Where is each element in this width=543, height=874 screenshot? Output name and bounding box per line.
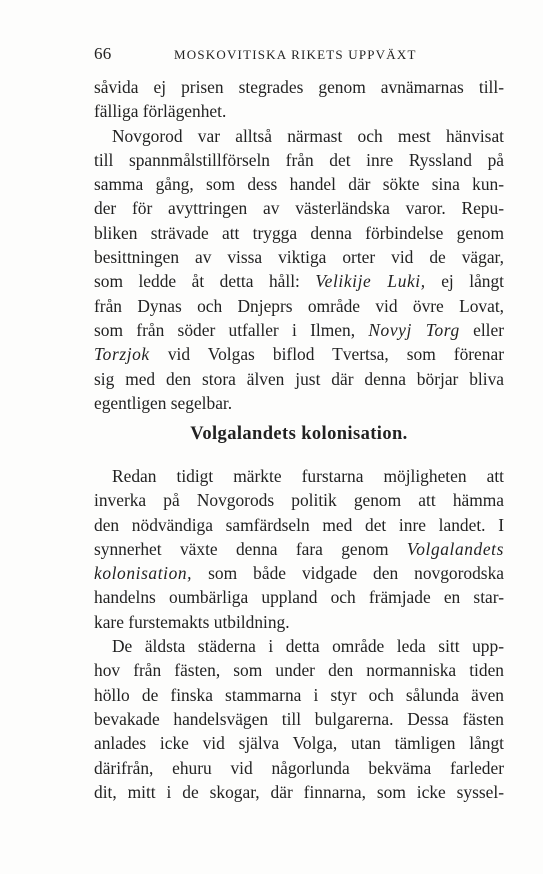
text-line: samma gång, som dess handel där sökte sina kun- [94, 174, 504, 195]
text-line: inverka på Novgorods politik genom att hämma [94, 490, 504, 511]
text-line-mixed [94, 537, 504, 561]
text-line: Novgorod var alltså närmast och mest hänvisat [112, 125, 504, 146]
text-fragment: som från söder utfaller i Ilmen, [94, 319, 356, 340]
text-line: der för avyttringen av västerländska varor. Repu- [94, 198, 504, 219]
text-line: De äldsta städerna i detta område leda sitt upp- [112, 636, 504, 657]
text-line-mixed [94, 561, 504, 585]
text-line: bevakade handelsvägen till bulgarerna. Dessa fästen [94, 708, 504, 729]
text-line: hov från fästen, som under den normanniska tiden [94, 660, 504, 681]
running-head [94, 44, 504, 64]
text-fragment: eller [473, 319, 504, 340]
term-italic: kolonisation, [94, 563, 193, 584]
text-line: egentligen segelbar. [94, 392, 233, 413]
term-italic: Volgalandets [406, 538, 504, 559]
text-line: besittningen av vissa viktiga orter vid de vägar, [94, 247, 504, 268]
text-fragment: som både vidgade den novgorodska [208, 563, 504, 584]
text-line: dit, mitt i de skogar, där finnarna, som icke syssel- [94, 781, 504, 802]
text-block-upper [94, 75, 504, 415]
text-block-lower [94, 464, 504, 804]
place-name-italic: Velikije Luki, [315, 271, 426, 292]
section-heading: Volgalandets kolonisation. [190, 424, 408, 444]
text-line: kare furstemakts utbildning. [94, 611, 290, 632]
text-line: bliken strävade att trygga denna förbindelse genom [94, 222, 504, 243]
text-line: till spannmålstillförseln från det inre Ryssland på [94, 149, 504, 170]
text-line-mixed [94, 269, 504, 293]
text-line: fälliga förlägenhet. [94, 101, 227, 122]
place-name-italic: Novyj Torg [368, 319, 460, 340]
text-line: sig med den stora älven just där denna börjar bliva [94, 368, 504, 389]
text-line-mixed [94, 318, 504, 342]
text-line: handelns oumbärliga uppland och främjade en star- [94, 587, 504, 608]
text-line: anlades icke vid själva Volga, utan tämligen långt [94, 733, 504, 754]
text-fragment: ej långt [441, 271, 505, 292]
text-line: såvida ej prisen stegrades genom avnämarnas till- [94, 77, 504, 97]
place-name-italic: Torzjok [94, 344, 150, 365]
running-title: MOSKOVITISKA RIKETS UPPVÄXT [174, 47, 417, 62]
page-number: 66 [94, 44, 112, 63]
text-line: därifrån, ehuru vid någorlunda bekväma farleder [94, 757, 504, 778]
text-fragment: synnerhet växte denna fara genom [94, 538, 389, 559]
text-fragment: vid Volgas biflod Tvertsa, som förenar [167, 344, 504, 365]
text-line: den nödvändiga samfärdseln med det inre landet. I [94, 514, 504, 535]
text-line-mixed [94, 342, 504, 366]
text-line: Redan tidigt märkte furstarna möjligheten att [112, 466, 504, 486]
text-fragment: som ledde åt detta håll: [94, 271, 300, 292]
text-line: höllo de finska stammarna i styr och sålunda även [94, 684, 504, 705]
text-line: från Dynas och Dnjeprs område vid övre Lovat, [94, 295, 504, 316]
